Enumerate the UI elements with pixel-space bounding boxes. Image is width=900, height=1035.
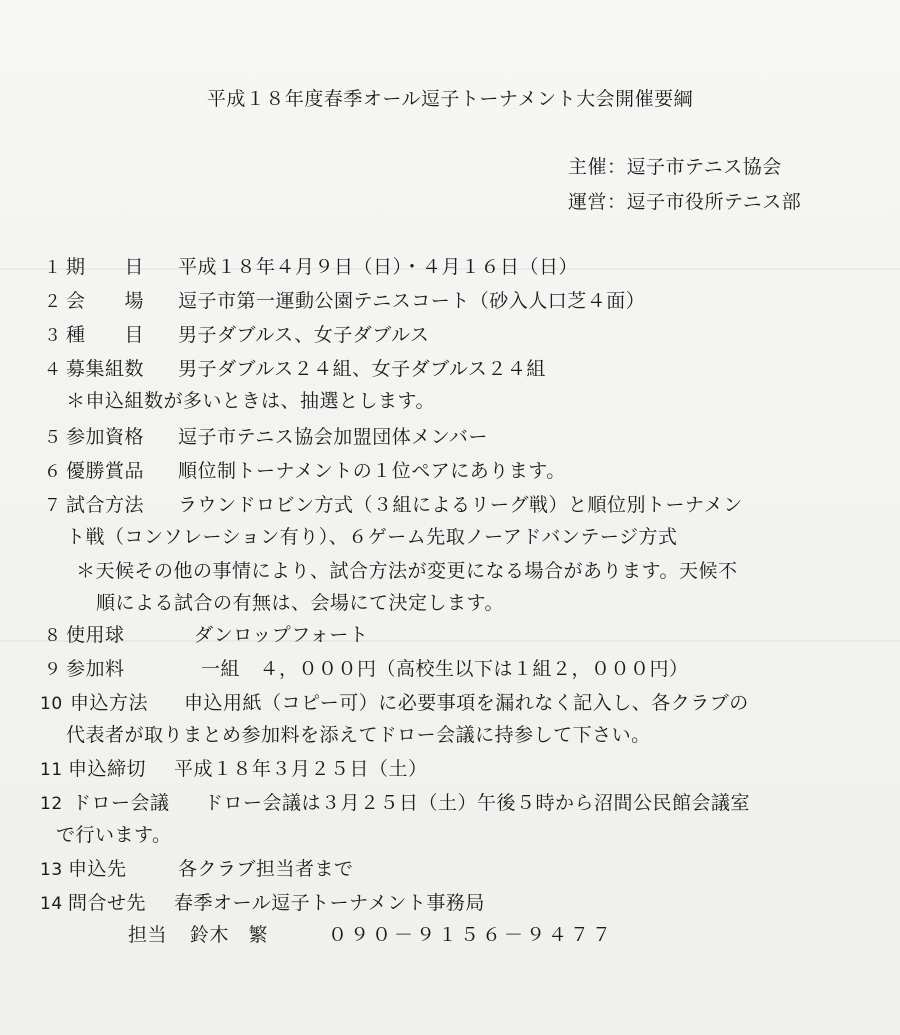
item-text: ダンロップフォート	[194, 624, 369, 646]
contact-phone: ０９０－９１５６－９４７７	[328, 924, 615, 946]
item-label: 試合方法	[66, 494, 145, 516]
list-item	[40, 888, 485, 915]
item-number: ８	[44, 626, 62, 646]
item-label: 募集組数	[66, 358, 145, 380]
item-note: ＊申込組数が多いときは、抽選とします。	[66, 390, 435, 412]
contact-role: 担当	[128, 924, 168, 946]
item-number: ４	[44, 360, 62, 380]
item-text: 春季オール逗子トーナメント事務局	[174, 892, 485, 914]
list-item	[44, 286, 645, 313]
item-label: 会 場	[66, 290, 145, 312]
item-number: ３	[44, 326, 62, 346]
item-text: ラウンドロビン方式（３組によるリーグ戦）と順位別トーナメン	[178, 494, 743, 516]
list-item	[44, 320, 429, 347]
item-text: 一組 ４，０００円（高校生以下は１組２，０００円）	[201, 658, 689, 680]
item-label: 使用球	[66, 624, 125, 646]
item-text: 男子ダブルス２４組、女子ダブルス２４組	[178, 358, 546, 380]
item-text: 平成１８年４月９日（日）・４月１６日（日）	[178, 256, 579, 278]
item-number: 14	[40, 894, 63, 914]
item-number: 10	[40, 694, 63, 714]
item-continuation: 代表者が取りまとめ参加料を添えてドロー会議に持参して下さい。	[66, 724, 651, 746]
item-label: 優勝賞品	[66, 460, 145, 482]
item-number: 12	[40, 794, 63, 814]
list-item	[44, 456, 566, 483]
list-item	[44, 620, 368, 647]
item-number: 13	[40, 860, 63, 880]
item-label: 申込先	[68, 858, 127, 880]
list-item	[40, 788, 750, 815]
contact-name: 鈴木 繁	[190, 924, 269, 946]
document-title: 平成１８年度春季オール逗子トーナメント大会開催要綱	[206, 88, 694, 110]
item-label: 問合せ先	[68, 892, 147, 914]
item-text: 逗子市第一運動公園テニスコート（砂入人口芝４面）	[178, 290, 646, 312]
item-text: 各クラブ担当者まで	[178, 858, 354, 880]
item-text: 順位制トーナメントの１位ペアにあります。	[178, 460, 566, 482]
list-item	[44, 252, 578, 279]
list-item	[44, 490, 743, 517]
item-text: 逗子市テニス協会加盟団体メンバー	[178, 426, 488, 448]
organizer-host: 主催：逗子市テニス協会	[568, 156, 782, 178]
list-item	[40, 854, 354, 881]
item-text: ドロー会議は３月２５日（土）午後５時から沼間公民館会議室	[204, 792, 751, 814]
item-number: １	[44, 258, 62, 278]
item-text: 男子ダブルス、女子ダブルス	[178, 324, 430, 346]
list-item	[44, 422, 488, 449]
item-number: ７	[44, 496, 62, 516]
item-number: ６	[44, 462, 62, 482]
item-continuation: ト戦（コンソレーション有り）、６ゲーム先取ノーアドバンテージ方式	[66, 526, 678, 548]
item-note: ＊天候その他の事情により、試合方法が変更になる場合があります。天候不	[76, 560, 738, 582]
list-item	[44, 354, 546, 381]
item-label: 参加料	[66, 658, 125, 680]
item-label: ドロー会議	[72, 792, 170, 814]
list-item	[40, 688, 749, 715]
item-label: 種 目	[66, 324, 145, 346]
item-text: 申込用紙（コピー可）に必要事項を漏れなく記入し、各クラブの	[184, 692, 749, 714]
item-number: ２	[44, 292, 62, 312]
item-continuation: で行います。	[56, 824, 172, 846]
item-number: 11	[40, 760, 63, 780]
organizer-management: 運営：逗子市役所テニス部	[568, 191, 802, 213]
item-label: 参加資格	[66, 426, 145, 448]
item-number: ９	[44, 660, 62, 680]
item-label: 申込方法	[70, 692, 149, 714]
contact-line	[128, 920, 614, 947]
item-label: 期 日	[66, 256, 145, 278]
list-item	[40, 754, 428, 781]
item-text: 平成１８年３月２５日（土）	[174, 758, 428, 780]
list-item	[44, 654, 689, 681]
item-label: 申込締切	[68, 758, 147, 780]
item-number: ５	[44, 428, 62, 448]
item-note: 順による試合の有無は、会場にて決定します。	[96, 592, 504, 614]
